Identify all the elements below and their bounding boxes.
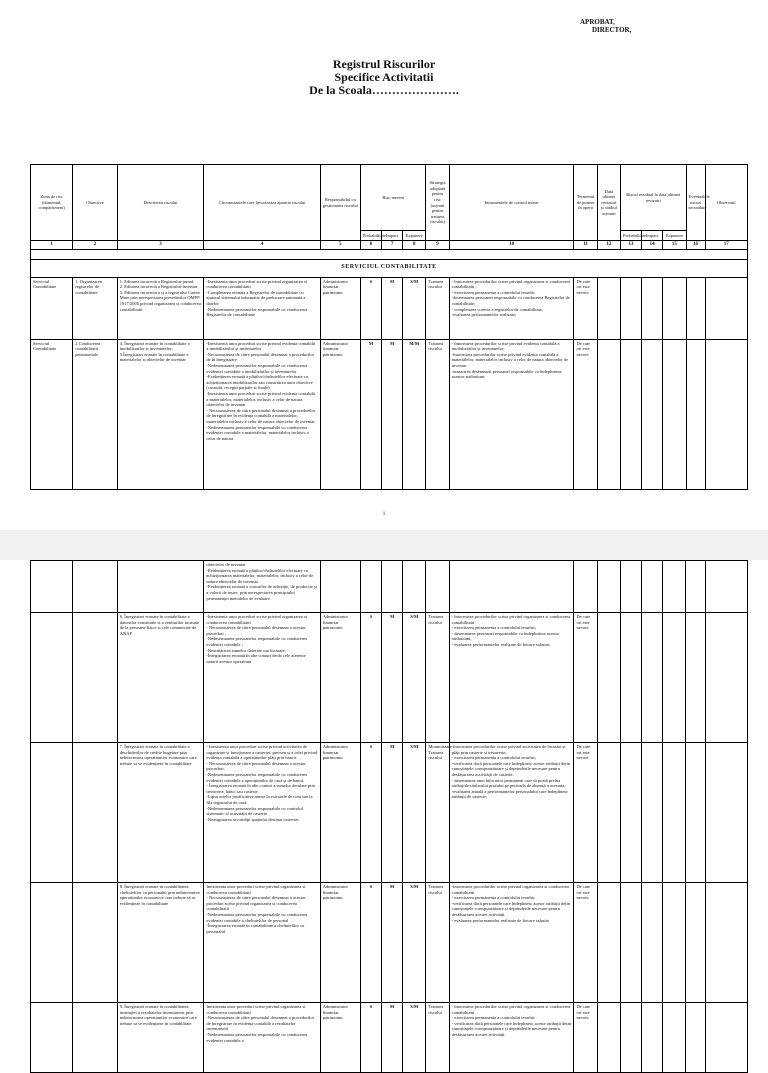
circumstante-cell-line: -Înregistrarea eronată în contabilitate a cheltuielilor cu personalul — [206, 923, 305, 934]
descriere-cell: 9. Înregistrari eronate în contabilitatea instituției a rezultatelor inventarierii prin neîntocmirea operatiunilor economice care trebuie să se evidențieze în contabilitate — [117, 1003, 204, 1073]
sub-header-expunere: Expunere — [403, 231, 426, 241]
empty-cell — [642, 743, 663, 883]
empty-cell — [642, 277, 663, 339]
sub-header-expunere-rez: Expunere — [663, 231, 686, 241]
zona-cell — [31, 1003, 73, 1073]
circumstante-cell-line: Inexistenta unor proceduri scrise privind organizarea si conducerea contabilitatii — [206, 1004, 306, 1015]
empty-cell — [620, 561, 641, 613]
probabilitate-cell: S — [360, 613, 381, 743]
zona-cell — [31, 613, 73, 743]
probabilitate-cell: S — [360, 883, 381, 1003]
circumstante-cell-line: -Inexistenta unor proceduri scrise privind organizarea si conducerea contabilitatii — [206, 614, 308, 625]
instrumente-cell — [449, 1003, 574, 1073]
responsabil-cell: Administrator financiar patrimoniu — [320, 743, 360, 883]
strategia-cell: Tratarea riscului — [426, 613, 449, 743]
table-row — [31, 561, 748, 613]
termen-cell: De cate ori este nevoie — [574, 883, 597, 1003]
instrumente-cell-line: - exercitarea permanenta a controlului ierarhic — [451, 289, 535, 295]
spacer-row — [31, 249, 748, 259]
table-row — [31, 743, 748, 883]
empty-cell — [686, 613, 705, 743]
instrumente-cell-line: -verificarea dacă persoanele care îndeplinesc aceste atribuții dețin cunoștințele corespunzătoare și deprinderile necesare pentru desfășurarea activității de casierie. — [451, 760, 570, 777]
circumstante-cell-line: - Necunoașterea de către personalul desemnat a procedurilor de înregistrare în evidența contabilă a materialelor, materialelor inclusiv a celor de natura obiectelor de inventar — [206, 407, 316, 424]
column-number-cell: 11 — [574, 241, 597, 250]
approval-label: APROBAT, — [580, 18, 615, 26]
circumstante-cell — [204, 277, 320, 339]
table-row — [31, 613, 748, 743]
circumstante-cell-line: -Inexistenta unor proceduri scrise privind organizarea si conducerea contabilitatii — [206, 278, 308, 290]
circumstante-cell-line: -Nedesemnarea persoanelor responsabile cu conducerea evidentei contabile a — [206, 1031, 308, 1043]
circumstante-cell-line: -Necunoașterea de către personalul desemnat a procedurilor de în înregistrare — [206, 351, 315, 363]
empty-cell — [663, 277, 686, 339]
expunere-cell: S/M — [403, 613, 426, 743]
title-line-1: Registrul Riscurilor — [332, 57, 436, 71]
instrumente-cell-line: - întocmirea procedurilor scrise privind organizarea si conducerea contabilitatii — [451, 614, 571, 625]
instrumente-cell — [449, 561, 574, 613]
descriere-cell-line: 1. Editarea incorectă a Registrului-jurnal; — [119, 278, 195, 284]
empty-cell — [686, 1003, 705, 1073]
column-number-cell: 12 — [597, 241, 620, 250]
probabilitate-cell: S — [360, 743, 381, 883]
col-header-instrumente: Intrumentele de control intern — [449, 165, 574, 241]
obiective-cell — [73, 883, 117, 1003]
empty-cell — [642, 561, 663, 613]
descriere-cell: 8. Înregistrari eronate in contabilitatea cheltuielilor cu personalul prin neîntocmirea operatiunilor economice care trebuie să se evidențieze în contabilitate — [117, 883, 204, 1003]
col-header-risc-rezidual: Riscul rezidual la data ultimei revizuiri — [620, 165, 686, 231]
responsabil-cell: Administrator financiar patrimoniu — [320, 277, 360, 339]
expunere-cell: S/M — [403, 277, 426, 339]
circumstante-cell-line: obiectelor de inventar — [206, 562, 246, 567]
circumstante-cell-line: -Neasigurarea securității spațiului destinat casieriei. — [206, 816, 300, 822]
descriere-cell: 6. Înregistrari eronate în contabilitate a datoriilor constituite si a veniturilor incasate de la persoane fizice si cele comunicate de ANAF — [117, 613, 204, 743]
expunere-cell — [403, 561, 426, 613]
instrumente-cell-line: - completarea corecta a registrelor de contabilitate; — [451, 306, 544, 312]
responsabil-cell — [320, 561, 360, 613]
empty-cell — [597, 883, 620, 1003]
instrumente-cell — [449, 277, 574, 339]
approval-block — [580, 18, 631, 34]
obiective-cell — [73, 1003, 117, 1073]
zona-cell: Serviciul Contabilitate — [31, 339, 73, 489]
termen-cell — [574, 561, 597, 613]
column-number-cell: 1 — [31, 241, 73, 250]
termen-cell: De cate ori este nevoie — [574, 1003, 597, 1073]
circumstante-cell-line: -Completarea eronata a Registrelor de contabilitate cu ajutorul sistemului informatic de prelucrare automată a datelor — [206, 289, 306, 306]
empty-cell — [705, 613, 747, 743]
zona-cell — [31, 883, 73, 1003]
strategia-cell: Tratarea riscului — [426, 277, 449, 339]
column-number-cell: 4 — [204, 241, 320, 250]
circumstante-cell-line: -Necunoașterea de către personalul desemnat a procedurilor de înregistrare în evidența contabilă a rezultatelor inventarierii — [206, 1015, 315, 1032]
empty-cell — [705, 561, 747, 613]
instrumente-cell-line: -evaluarea anuală a performanțelor personalului care îndeplinesc atribuții de casierie; — [451, 788, 569, 800]
empty-cell — [663, 339, 686, 489]
table-row — [31, 1003, 748, 1073]
col-header-eventuale: Eventualele riscuri secundare — [686, 165, 705, 241]
empty-cell — [620, 1003, 641, 1073]
termen-cell: De cate ori este nevoie — [574, 339, 597, 489]
impact-cell: M — [382, 339, 403, 489]
empty-cell — [705, 1003, 747, 1073]
empty-cell — [663, 561, 686, 613]
instrumente-cell-line: - evaluarea performantelor realizate de fiecare salariat; — [451, 641, 551, 647]
circumstante-cell-line: -Nedesemnarea persoanelor responsabile cu controlul sistematic al activității de casierie. — [206, 805, 303, 817]
strategia-cell — [426, 561, 449, 613]
responsabil-cell: Administrator financiar patrimoniu — [320, 883, 360, 1003]
empty-cell — [620, 613, 641, 743]
risk-register-table — [30, 164, 748, 490]
circumstante-cell — [204, 561, 320, 613]
column-number-cell: 17 — [705, 241, 747, 250]
circumstante-cell-line: -Inexistenta unor proceduri scrise privind evidenta contabilă a materialelor, materialelor, inclusiv a celor de natura obiectelor de inventar — [206, 390, 315, 408]
col-header-descriere: Descrierea riscului — [117, 165, 204, 241]
impact-cell: M — [382, 743, 403, 883]
responsabil-cell: Administrator financiar patrimoniu — [320, 1003, 360, 1073]
page-gap — [0, 530, 768, 560]
empty-cell — [705, 277, 747, 339]
descriere-cell — [117, 339, 204, 489]
empty-cell — [642, 883, 663, 1003]
termen-cell: De cate ori este nevoie — [574, 277, 597, 339]
descriere-cell-line: 2. Editarea incorectă a Registrului-inventar — [119, 284, 198, 290]
column-number-cell: 9 — [426, 241, 449, 250]
circumstante-cell-line: -Înregistrarea eronată în alte conturi decât cele aferente naturii acestor operatiuni — [206, 653, 306, 664]
termen-cell: De cate ori este nevoie — [574, 743, 597, 883]
instrumente-cell-line: - exercitarea permanenta a controlului ierarhic; — [451, 755, 537, 761]
circumstante-cell-line: -Nedesemnarea persoanelor responsabile cu conducerea evidentei contabile a cheltuielilor de personal — [206, 911, 308, 923]
instrumente-cell — [449, 743, 574, 883]
col-header-responsabil: Responsabilul cu gestionarea riscului — [320, 165, 360, 241]
empty-cell — [686, 883, 705, 1003]
document-page-2 — [0, 560, 768, 1043]
instrumente-cell — [449, 883, 574, 1003]
circumstante-cell-line: -Nedesemnarea persoanelor responsabile cu conducerea evidentei contabile a materialelor, materialelor inclusiv a celor de natura — [206, 424, 309, 441]
column-number-cell: 16 — [686, 241, 705, 250]
col-header-data: Data ultimei revizuiri și stadiul acțiunii — [597, 165, 620, 241]
empty-cell — [663, 613, 686, 743]
circumstante-cell-line: -Nedesemnarea persoanelor responsabile cu conducerea evidentei contabile ; — [206, 636, 308, 647]
circumstante-cell-line: -Nedesemnarea persoanelor responsabile cu conducerea Registrelor de contabilitate — [206, 306, 308, 318]
zona-cell: Serviciul Contabilitate — [31, 277, 73, 339]
page-number: 1 — [382, 512, 386, 517]
circumstante-cell-line: -Nedesemnarea persoanelor responsabile cu conducerea evidentei contabile a imobilizărilor și inventarelor — [206, 362, 308, 374]
column-number-cell: 14 — [642, 241, 663, 250]
empty-cell — [642, 1003, 663, 1073]
instrumente-cell-line: -urmarirea desemnarii persoanei responsabile cu îndeplinirea acestor atributiuni; — [451, 368, 562, 380]
descriere-cell — [117, 561, 204, 613]
circumstante-cell — [204, 613, 320, 743]
obiective-cell — [73, 613, 117, 743]
empty-cell — [620, 743, 641, 883]
responsabil-cell: Administrator financiar patrimoniu — [320, 339, 360, 489]
obiective-cell — [73, 561, 117, 613]
circumstante-cell — [204, 1003, 320, 1073]
instrumente-cell-line: -întocmirea procedurilor scrise privind evidenta contabilă a materialelor, materialelor inclusiv a celor de natura obiectelor de inventar — [451, 351, 569, 368]
probabilitate-cell: M — [360, 339, 381, 489]
circumstante-cell-line: -Lipsa actelor justificative,anexe la extrasele de cont sau la fila registrului de casă. — [206, 794, 313, 805]
circumstante-cell — [204, 883, 320, 1003]
empty-cell — [686, 743, 705, 883]
descriere-cell-line: 5.Înregistrari eronate în contabilitate a materialelor si obiectelor de inventar — [119, 351, 189, 363]
empty-cell — [663, 1003, 686, 1073]
instrumente-cell-line: - întocmirea procedurilor scrise privind evidenta contabilă a imobilizărilor și inventarelor; — [451, 340, 560, 352]
table-row — [31, 883, 748, 1003]
circumstante-cell-line: -Evidențierea eronată a plăților/cheltuielilor efectuate cu achiziționarea imobilizarilor sau construirea unor obiective (custodii, recepții parțiale și finale) — [206, 374, 313, 391]
circumstante-cell-line: Inexistenta unor proceduri scrise privind organizarea si conducerea contabilitatii — [206, 884, 306, 895]
empty-cell — [663, 743, 686, 883]
circumstante-cell-line: -Evidențierea eronată a costurilor de achiziție, de producție și a valorii de ieșire, prin nerespectarea principiului permanenței metodelor de evaluare. — [206, 584, 317, 601]
table-row — [31, 339, 748, 489]
instrumente-cell-line: - evaluarea performantelor realizate de fiecare salariat — [451, 917, 549, 923]
col-header-risc-inerent: Risc inerent — [360, 165, 426, 231]
empty-cell — [705, 883, 747, 1003]
instrumente-cell-line: - desemnarea persoanei responsabile cu îndeplinirea acestor atributiuni; — [451, 630, 560, 642]
section-title: SERVICIUL CONTABILITATE — [31, 259, 748, 277]
obiective-cell: 1. Organizarea registrelor de contabilitate — [73, 277, 117, 339]
descriere-cell — [117, 277, 204, 339]
zona-cell — [31, 561, 73, 613]
circumstante-cell-line: - Necunoașterea de către personalul desemnat a acestor proceduri ; — [206, 625, 306, 636]
empty-cell — [620, 277, 641, 339]
impact-cell: M — [382, 277, 403, 339]
instrumente-cell-line: - exercitarea permanenta a controlului ierarhic — [451, 895, 535, 901]
descriere-cell-line: 3. Editarea incorectă a și a registrului Cartea Mare prin nerespectarea prevederilor OMFP 1917/2005 privind organizarea și conducerea contabilitatii — [119, 289, 201, 312]
expunere-cell: S/M — [403, 883, 426, 1003]
empty-cell — [620, 883, 641, 1003]
sub-header-impact: Impact — [382, 231, 403, 241]
impact-cell: M — [382, 613, 403, 743]
empty-cell — [642, 339, 663, 489]
title-line-3: De la Scoala…………………. — [309, 83, 459, 97]
termen-cell: De cate ori este nevoie — [574, 613, 597, 743]
column-numbers-row — [31, 241, 748, 250]
descriere-cell: 7. Înregistrari eronate în contabilitate a deschiderilor de credite bugetare prin neîntocmirea operatiunilor economice care trebuie sa se evidențieze în contabilitate — [117, 743, 204, 883]
column-number-cell: 6 — [360, 241, 381, 250]
risk-register-table-continued — [30, 560, 748, 1073]
circumstante-cell-line: - Necunoașterea de către personalul desemnat a acestor proceduri scrise privind organizarea si conducerea contabilitatii — [206, 895, 306, 912]
instrumente-cell-line: - exercitarea permanenta a controlului ierarhic — [451, 1015, 535, 1021]
instrumente-cell-line: -evaluarea performantelor realizate; — [451, 312, 517, 318]
sub-header-impact-rez: Impact — [642, 231, 663, 241]
sub-header-probabilitate-rez: Probabilitate — [620, 231, 641, 241]
instrumente-cell-line: - întocmirea procedurilor scrise privind organizarea si conducerea contabilitatii ; — [451, 278, 571, 290]
empty-cell — [620, 339, 641, 489]
impact-cell: M — [382, 1003, 403, 1073]
circumstante-cell-line: - Înregistrarea eronată în alte conturi a sumelor derulate prin trezorerie, bănci sau casierie. — [206, 783, 315, 794]
circumstante-cell-line: -Evidențierea eronată a plăților/cheltuielilor efectuate cu achiziționarea materialelor, materialelor, inclusiv a celor de natura obiectelor de inventar. — [206, 567, 314, 584]
instrumente-cell-line: -întocmirea procedurilor scrise privind organizarea si conducerea contabilitatii — [451, 884, 570, 895]
empty-cell — [597, 743, 620, 883]
col-header-observatii: Observatii — [705, 165, 747, 241]
column-number-cell: 5 — [320, 241, 360, 250]
sub-header-probabilitate: Probabilitate — [360, 231, 381, 241]
column-number-cell: 15 — [663, 241, 686, 250]
probabilitate-cell: S — [360, 1003, 381, 1073]
empty-cell — [705, 339, 747, 489]
circumstante-cell — [204, 339, 320, 489]
obiective-cell: 2 Conducerea contabilitatii patrimoniale — [73, 339, 117, 489]
empty-cell — [686, 339, 705, 489]
empty-cell — [597, 339, 620, 489]
probabilitate-cell — [360, 561, 381, 613]
instrumente-cell-line: -întocmirea procedurilor scrise privind activitatea de încasări și plăți prin casierie si trezorerie; — [451, 744, 566, 755]
instrumente-cell-line: -desemnarea persoanei responsabile cu conducerea Registrelor de contabilitate; — [451, 295, 570, 306]
strategia-cell: Tratarea riscului — [426, 339, 449, 489]
empty-cell — [597, 1003, 620, 1073]
col-header-obiective: Obiective — [73, 165, 117, 241]
impact-cell — [382, 561, 403, 613]
strategia-cell: Tratarea riscului — [426, 883, 449, 1003]
instrumente-cell-line: -verificarea dacă persoanele care îndeplinesc aceste atribuții dețin cunoștințele corespunzătoare și deprinderile necesare pentru desfășurarea acestei activități. — [451, 900, 570, 917]
zona-cell — [31, 743, 73, 883]
circumstante-cell — [204, 743, 320, 883]
probabilitate-cell: S — [360, 277, 381, 339]
expunere-cell: M/M — [403, 339, 426, 489]
empty-cell — [705, 743, 747, 883]
empty-cell — [642, 613, 663, 743]
empty-cell — [686, 561, 705, 613]
instrumente-cell — [449, 613, 574, 743]
col-header-circumstante: Circumstantele care favorizeaza aparitia riscului — [204, 165, 320, 241]
col-header-strategia: Strategia adoptată pentru risc (acțiuni pentru tratarea riscului) — [426, 165, 449, 241]
column-number-cell: 3 — [117, 241, 204, 250]
responsabil-cell: Administrator financiar patrimoniu — [320, 613, 360, 743]
column-number-cell: 10 — [449, 241, 574, 250]
strategia-cell: Monitorizare Tratarea riscului — [426, 743, 449, 883]
empty-cell — [597, 613, 620, 743]
column-number-cell: 7 — [382, 241, 403, 250]
director-label: DIRECTOR, — [592, 26, 632, 34]
impact-cell: M — [382, 883, 403, 1003]
column-number-cell: 13 — [620, 241, 641, 250]
instrumente-cell-line: - verificarea dacă persoanele care îndeplinesc aceste atribuții dețin cunoștințele corespunzătoare și deprinderile necesare pentru desfășurarea acestei activități. — [451, 1020, 572, 1037]
circumstante-cell-line: - Inexistenta unor proceduri scrise privind activitatea de organizare și funcționare a casieriei, precum și a celei privind evidența contabilă a operațiunilor plăți prin bancă. — [206, 744, 318, 761]
empty-cell — [597, 277, 620, 339]
title-line-2: Specifice Activitatii — [334, 70, 434, 84]
column-number-cell: 8 — [403, 241, 426, 250]
table-row — [31, 277, 748, 339]
document-page-1 — [0, 0, 768, 530]
instrumente-cell-line: - întocmirea procedurilor scrise privind organizarea si conducerea contabilitatii — [451, 1004, 571, 1015]
col-header-termen: Termenul de punere în operă — [574, 165, 597, 241]
empty-cell — [686, 277, 705, 339]
circumstante-cell-line: -Inexistenta unor proceduri scrise privind evidenta contabilă a imobilizărilor și inventarelor — [206, 340, 315, 352]
circumstante-cell-line: -Neurmărirea sumelor datorate sau încasate; — [206, 647, 286, 653]
circumstante-cell-line: - Necunoașterea de către personalul desemnat a acestor proceduri. — [206, 760, 306, 772]
expunere-cell: S/M — [403, 1003, 426, 1073]
obiective-cell — [73, 743, 117, 883]
descriere-cell-line: 4. Înregistrari eronate în contabilitate a imobilizarilor și inventarelor; — [119, 340, 190, 352]
empty-cell — [597, 561, 620, 613]
instrumente-cell-line: - desemnarea unui înlocuitor permanent care să poată prelua atribuțiile titularului postului pe perioada de absență a acestuia; — [451, 777, 566, 789]
expunere-cell: S/M — [403, 743, 426, 883]
col-header-zona: Zona de risc (domeniul, compartiment) — [31, 165, 73, 241]
instrumente-cell — [449, 339, 574, 489]
strategia-cell: Tratarea riscului — [426, 1003, 449, 1073]
instrumente-cell-line: - exercitarea permanenta a controlului ierarhic; — [451, 625, 537, 631]
empty-cell — [663, 883, 686, 1003]
circumstante-cell-line: -Nedesemnarea persoanelor responsabile cu conducerea evidentei contabile a operațiunilor de casă și de bancă. — [206, 771, 308, 783]
document-title — [0, 58, 768, 97]
column-number-cell: 2 — [73, 241, 117, 250]
